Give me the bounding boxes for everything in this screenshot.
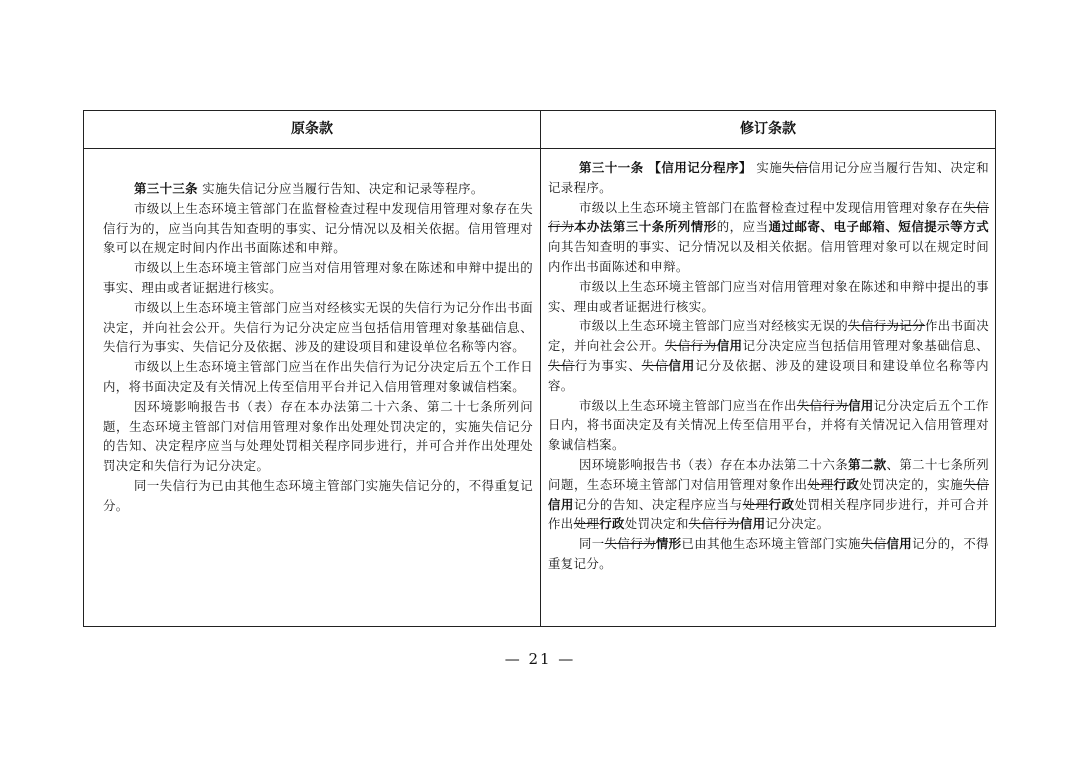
header-original: 原条款 bbox=[291, 121, 333, 137]
article-title: 第三十一条 【信用记分程序】 bbox=[579, 160, 752, 175]
page-number: — 21 — bbox=[504, 650, 576, 668]
revised-clause-column bbox=[548, 158, 989, 574]
inserted-text: 情形 bbox=[655, 536, 682, 552]
original-paragraph-1: 第三十三条 实施失信记分应当履行告知、决定和记录等程序。 bbox=[134, 181, 484, 196]
article-title: 第三十三条 bbox=[134, 181, 198, 196]
deleted-text: 处理 bbox=[573, 516, 600, 532]
inserted-text: 第二款 bbox=[848, 456, 887, 472]
original-paragraph-5: 市级以上生态环境主管部门应当在作出失信行为记分决定后五个工作日内，将书面决定及有关情况上传至信用平台并记入信用管理对象诚信档案。 bbox=[103, 359, 533, 394]
deleted-text: 失信 bbox=[860, 536, 887, 552]
deleted-text: 失信 bbox=[782, 160, 809, 175]
revised-paragraph-5: 市级以上生态环境主管部门应当在作出失信行为信用记分决定后五个工作日内，将书面决定及有关情况上传至信用平台，并将有关情况记入信用管理对象诚信档案。 bbox=[548, 397, 989, 453]
deleted-text: 失信 bbox=[641, 357, 669, 373]
deleted-text: 失信行为 bbox=[688, 516, 740, 532]
inserted-text: 行政 bbox=[833, 476, 860, 492]
original-paragraph-7: 同一失信行为已由其他生态环境主管部门实施失信记分的，不得重复记分。 bbox=[103, 477, 533, 513]
deleted-text: 失信 bbox=[963, 476, 989, 492]
deleted-text: 失信行为 bbox=[796, 397, 849, 413]
deleted-text: 处理 bbox=[807, 476, 834, 492]
inserted-text: 行政 bbox=[768, 496, 795, 512]
inserted-text: 通过邮寄、电子邮箱、短信提示等方式 bbox=[768, 219, 989, 235]
revised-paragraph-3: 市级以上生态环境主管部门应当对信用管理对象在陈述和申辩中提出的事实、理由或者证据进行核实。 bbox=[548, 278, 989, 314]
original-paragraph-4: 市级以上生态环境主管部门应当对经核实无误的失信行为记分作出书面决定，并向社会公开。失信行为记分决定应当包括信用管理对象基础信息、失信行为事实、失信记分及依据、涉及的建设项目和建设单位名称等内容。 bbox=[103, 299, 533, 355]
deleted-text: 失信行为 bbox=[664, 338, 717, 354]
original-paragraph-2: 市级以上生态环境主管部门在监督检查过程中发现信用管理对象存在失信行为的，应当向其告知查明的事实、记分情况以及相关依据。信用管理对象可以在规定时间内作出书面陈述和申辩。 bbox=[103, 200, 533, 256]
comparison-table bbox=[83, 110, 996, 627]
inserted-text: 信用 bbox=[716, 338, 743, 354]
revised-paragraph-7: 同一失信行为情形已由其他生态环境主管部门实施失信信用记分的，不得重复记分。 bbox=[548, 536, 989, 571]
column-divider bbox=[540, 111, 541, 626]
revised-paragraph-4: 市级以上生态环境主管部门应当对经核实无误的失信行为记分作出书面决定，并向社会公开。失信行为信用记分决定应当包括信用管理对象基础信息、失信行为事实、失信信用记分及依据、涉及的建设项目和建设单位名称等内容。 bbox=[548, 318, 990, 393]
inserted-text: 行政 bbox=[599, 516, 625, 532]
original-clause-column bbox=[103, 179, 533, 516]
header-divider bbox=[84, 148, 995, 149]
original-paragraph-3: 市级以上生态环境主管部门应当对信用管理对象在陈述和申辩中提出的事实、理由或者证据进行核实。 bbox=[103, 260, 533, 295]
header-revised: 修订条款 bbox=[740, 121, 796, 137]
inserted-text: 信用 bbox=[886, 536, 913, 552]
inserted-text: 信用 bbox=[739, 516, 766, 532]
deleted-text: 失信行为记分 bbox=[848, 318, 925, 334]
revised-paragraph-2: 市级以上生态环境主管部门在监督检查过程中发现信用管理对象存在失信行为本办法第三十条所列情形的，应当通过邮寄、电子邮箱、短信提示等方式向其告知查明的事实、记分情况以及相关依据。信用管理对象可以在规定时间内作出书面陈述和申辩。 bbox=[548, 199, 989, 274]
revised-paragraph-6: 因环境影响报告书（表）存在本办法第二十六条第二款、第二十七条所列问题，生态环境主管部门对信用管理对象作出处理行政处罚决定的，实施失信信用记分的告知、决定程序应当与处理行政处罚相关程序同步进行，并可合并作出处理行政处罚决定和失信行为信用记分决定。 bbox=[548, 456, 990, 532]
original-paragraph-6: 因环境影响报告书（表）存在本办法第二十六条、第二十七条所列问题，生态环境主管部门对信用管理对象作出处理处罚决定的，实施失信记分的告知、决定程序应当与处理处罚相关程序同步进行，并可合并作出处理处罚决定和失信行为记分决定。 bbox=[103, 398, 533, 474]
inserted-text: 信用 bbox=[548, 496, 574, 512]
inserted-text: 信用 bbox=[848, 397, 874, 413]
inserted-text: 本办法第三十条所列情形 bbox=[573, 219, 717, 235]
deleted-text: 失信行为 bbox=[604, 536, 656, 552]
deleted-text: 处理 bbox=[742, 496, 769, 512]
deleted-text: 失信行为 bbox=[548, 199, 989, 235]
revised-paragraph-1: 第三十一条 【信用记分程序】 实施失信信用记分应当履行告知、决定和记录程序。 bbox=[548, 160, 989, 195]
inserted-text: 信用 bbox=[668, 357, 696, 373]
deleted-text: 失信 bbox=[548, 357, 575, 373]
